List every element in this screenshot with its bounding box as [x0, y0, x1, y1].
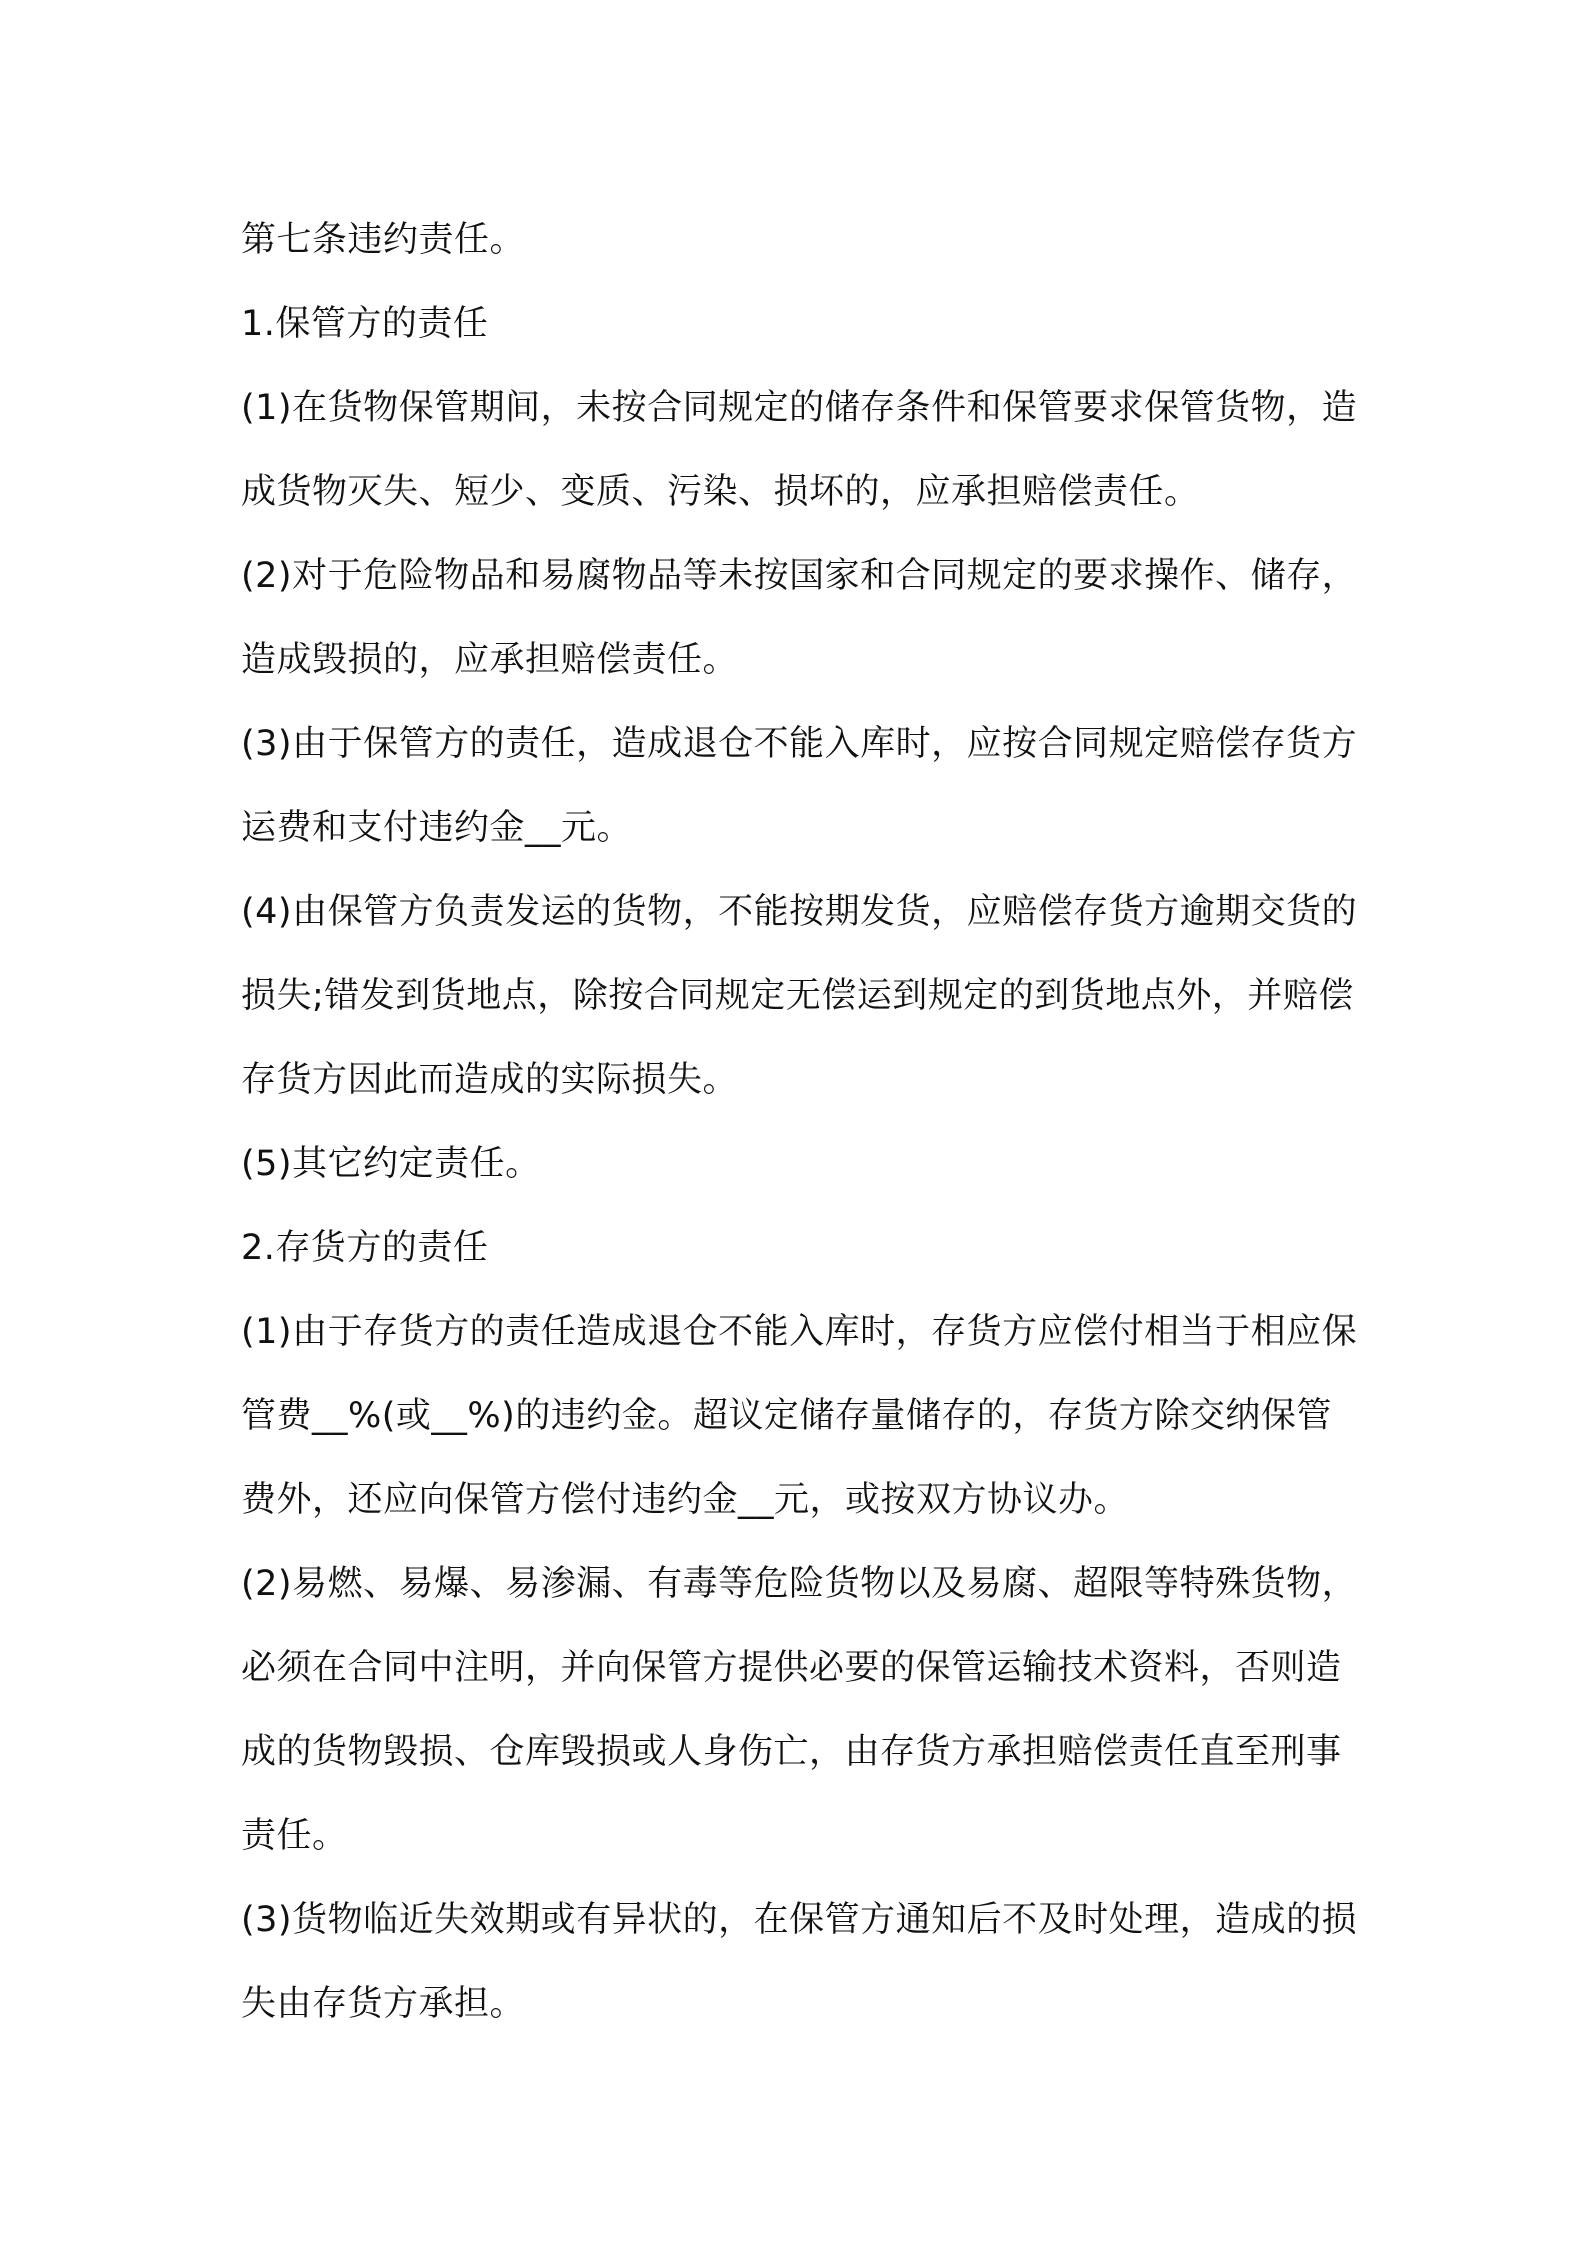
- clause-custodian-3: (3)由于保管方的责任，造成退仓不能入库时，应按合同规定赔偿存货方运费和支付违约金__元。: [241, 724, 1358, 848]
- clause-custodian-2: (2)对于危险物品和易腐物品等未按国家和合同规定的要求操作、储存，造成毁损的，应承担赔偿责任。: [241, 556, 1358, 680]
- article-heading: 第七条违约责任。: [241, 220, 526, 260]
- clause-custodian-5: (5)其它约定责任。: [241, 1144, 541, 1184]
- clause-custodian-4: (4)由保管方负责发运的货物，不能按期发货，应赔偿存货方逾期交货的损失;错发到货地点，除按合同规定无偿运到规定的到货地点外，并赔偿存货方因此而造成的实际损失。: [241, 892, 1358, 1100]
- clause-depositor-3: (3)货物临近失效期或有异状的，在保管方通知后不及时处理，造成的损失由存货方承担。: [241, 1900, 1358, 2024]
- section-heading-depositor: 2.存货方的责任: [241, 1228, 489, 1268]
- clause-depositor-2: (2)易燃、易爆、易渗漏、有毒等危险货物以及易腐、超限等特殊货物，必须在合同中注明，并向保管方提供必要的保管运输技术资料，否则造成的货物毁损、仓库毁损或人身伤亡，由存货方承担赔偿责任直至刑事责任。: [241, 1564, 1358, 1856]
- clause-depositor-1: (1)由于存货方的责任造成退仓不能入库时，存货方应偿付相当于相应保管费__%(或__%)的违约金。超议定储存量储存的，存货方除交纳保管费外，还应向保管方偿付违约金__元，或按双方协议办。: [241, 1312, 1358, 1520]
- clause-custodian-1: (1)在货物保管期间，未按合同规定的储存条件和保管要求保管货物，造成货物灭失、短少、变质、污染、损坏的，应承担赔偿责任。: [241, 388, 1358, 512]
- section-heading-custodian: 1.保管方的责任: [241, 304, 489, 344]
- document-body: [241, 198, 1361, 2046]
